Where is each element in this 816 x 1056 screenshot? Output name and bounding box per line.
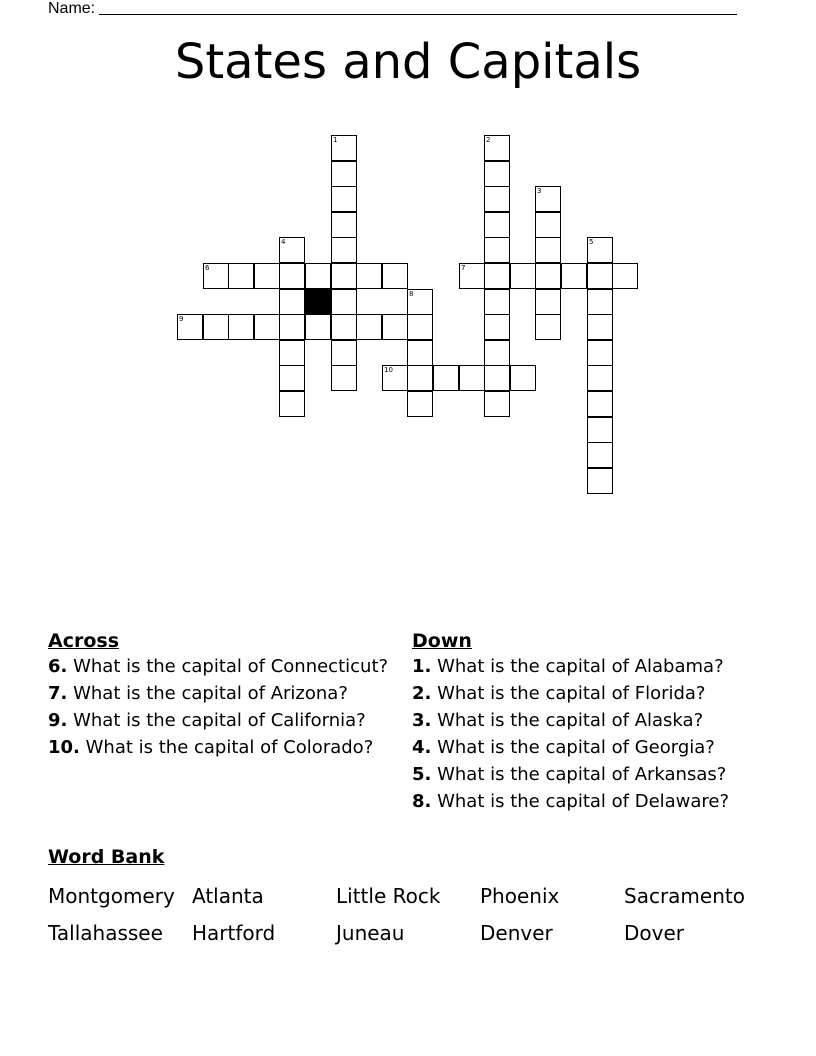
clue-number: 6 [205, 264, 210, 272]
across-clue [48, 737, 398, 758]
clue-text: What is the capital of Delaware? [431, 791, 730, 812]
black-cell [305, 289, 331, 315]
grid-cell[interactable] [484, 365, 510, 391]
word-bank-word: Dover [624, 921, 684, 945]
grid-cell[interactable] [510, 263, 536, 289]
name-label: Name: [48, 0, 96, 17]
grid-cell[interactable] [305, 314, 331, 340]
grid-cell[interactable] [535, 314, 561, 340]
clue-text: What is the capital of California? [67, 710, 366, 731]
clue-text: What is the capital of Alaska? [431, 710, 704, 731]
word-bank-heading: Word Bank [48, 846, 165, 868]
grid-cell[interactable] [510, 365, 536, 391]
across-clue [48, 710, 398, 731]
grid-cell[interactable] [203, 314, 229, 340]
clue-number: 4 [281, 238, 286, 246]
grid-cell[interactable] [587, 340, 613, 366]
grid-cell[interactable] [484, 161, 510, 187]
clue-number: 1 [333, 136, 338, 144]
clue-number: 3. [412, 710, 432, 731]
grid-cell[interactable] [254, 314, 280, 340]
grid-cell[interactable] [177, 314, 203, 340]
name-field [48, 0, 737, 18]
clue-text: What is the capital of Florida? [431, 683, 706, 704]
grid-cell[interactable] [356, 263, 382, 289]
clue-text: What is the capital of Alabama? [431, 656, 724, 677]
grid-cell[interactable] [587, 314, 613, 340]
page-title: States and Capitals [174, 34, 642, 90]
grid-cell[interactable] [331, 161, 357, 187]
grid-cell[interactable] [587, 365, 613, 391]
grid-cell[interactable] [561, 263, 587, 289]
grid-cell[interactable] [382, 365, 408, 391]
grid-cell[interactable] [433, 365, 459, 391]
grid-cell[interactable] [484, 237, 510, 263]
grid-cell[interactable] [587, 391, 613, 417]
down-clue [412, 656, 762, 677]
clue-number: 10 [384, 366, 393, 374]
grid-cell[interactable] [331, 237, 357, 263]
grid-cell[interactable] [228, 263, 254, 289]
grid-cell[interactable] [356, 314, 382, 340]
clue-number: 5. [412, 764, 432, 785]
name-blank-line[interactable] [99, 0, 737, 15]
clue-number: 7 [461, 264, 466, 272]
word-bank-word: Atlanta [192, 884, 264, 908]
clue-number: 3 [537, 187, 542, 195]
clue-number: 8. [412, 791, 432, 812]
grid-cell[interactable] [331, 212, 357, 238]
grid-cell[interactable] [305, 263, 331, 289]
clue-text: What is the capital of Connecticut? [67, 656, 389, 677]
clue-number: 8 [409, 290, 414, 298]
grid-cell[interactable] [535, 186, 561, 212]
across-clues [48, 630, 398, 764]
grid-cell[interactable] [612, 263, 638, 289]
grid-cell[interactable] [382, 314, 408, 340]
grid-cell[interactable] [535, 263, 561, 289]
word-bank-word: Sacramento [624, 884, 745, 908]
across-clue [48, 683, 398, 704]
across-clue [48, 656, 398, 677]
grid-cell[interactable] [484, 186, 510, 212]
clue-number: 9 [179, 315, 184, 323]
grid-cell[interactable] [279, 340, 305, 366]
clue-number: 2 [486, 136, 491, 144]
grid-cell[interactable] [484, 212, 510, 238]
clue-number: 9. [48, 710, 68, 731]
word-bank-word: Juneau [336, 921, 405, 945]
grid-cell[interactable] [228, 314, 254, 340]
down-clue [412, 791, 762, 812]
down-clue [412, 737, 762, 758]
word-bank-word: Montgomery [48, 884, 175, 908]
grid-cell[interactable] [331, 340, 357, 366]
grid-cell[interactable] [331, 186, 357, 212]
grid-cell[interactable] [407, 365, 433, 391]
grid-cell[interactable] [587, 237, 613, 263]
grid-cell[interactable] [484, 135, 510, 161]
grid-cell[interactable] [407, 391, 433, 417]
grid-cell[interactable] [459, 365, 485, 391]
grid-cell[interactable] [279, 391, 305, 417]
grid-cell[interactable] [587, 468, 613, 494]
grid-cell[interactable] [484, 263, 510, 289]
grid-cell[interactable] [587, 263, 613, 289]
grid-cell[interactable] [484, 289, 510, 315]
grid-cell[interactable] [254, 263, 280, 289]
grid-cell[interactable] [331, 289, 357, 315]
grid-cell[interactable] [331, 135, 357, 161]
word-bank-word: Little Rock [336, 884, 441, 908]
clue-number: 4. [412, 737, 432, 758]
grid-cell[interactable] [382, 263, 408, 289]
grid-cell[interactable] [279, 314, 305, 340]
grid-cell[interactable] [484, 340, 510, 366]
grid-cell[interactable] [279, 237, 305, 263]
grid-cell[interactable] [587, 442, 613, 468]
clue-number: 7. [48, 683, 68, 704]
grid-cell[interactable] [203, 263, 229, 289]
clue-text: What is the capital of Georgia? [431, 737, 715, 758]
grid-cell[interactable] [535, 289, 561, 315]
clue-number: 2. [412, 683, 432, 704]
word-bank-word: Hartford [192, 921, 276, 945]
word-bank-word: Denver [480, 921, 553, 945]
grid-cell[interactable] [279, 289, 305, 315]
grid-cell[interactable] [587, 289, 613, 315]
grid-cell[interactable] [331, 263, 357, 289]
down-clue [412, 683, 762, 704]
grid-cell[interactable] [484, 314, 510, 340]
grid-cell[interactable] [279, 365, 305, 391]
grid-cell[interactable] [331, 314, 357, 340]
grid-cell[interactable] [407, 289, 433, 315]
clue-text: What is the capital of Colorado? [79, 737, 374, 758]
clue-number: 5 [589, 238, 594, 246]
grid-cell[interactable] [331, 365, 357, 391]
clue-number: 10. [48, 737, 80, 758]
clue-number: 1. [412, 656, 432, 677]
grid-cell[interactable] [484, 391, 510, 417]
clue-text: What is the capital of Arizona? [67, 683, 348, 704]
grid-cell[interactable] [535, 212, 561, 238]
down-clue [412, 710, 762, 731]
clue-text: What is the capital of Arkansas? [431, 764, 727, 785]
across-heading: Across [48, 630, 120, 652]
grid-cell[interactable] [459, 263, 485, 289]
grid-cell[interactable] [535, 237, 561, 263]
down-clue [412, 764, 762, 785]
grid-cell[interactable] [279, 263, 305, 289]
clue-number: 6. [48, 656, 68, 677]
grid-cell[interactable] [587, 417, 613, 443]
grid-cell[interactable] [407, 314, 433, 340]
down-heading: Down [412, 630, 472, 652]
grid-cell[interactable] [407, 340, 433, 366]
word-bank-word: Tallahassee [48, 921, 163, 945]
word-bank-word: Phoenix [480, 884, 560, 908]
down-clues [412, 630, 762, 818]
